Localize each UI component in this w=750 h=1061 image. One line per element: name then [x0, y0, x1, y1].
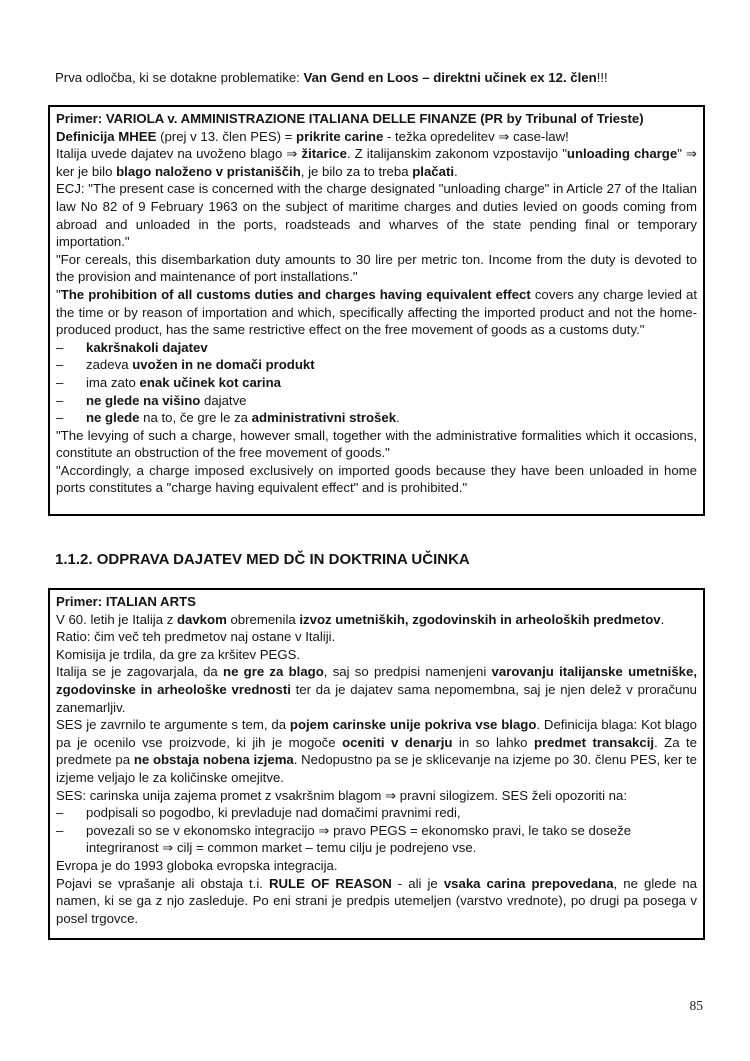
- paragraph: [56, 128, 697, 146]
- bold-text-run: vsaka carina prepovedana: [443, 875, 614, 891]
- text-run: - ali je: [391, 875, 444, 891]
- text-run: ECJ: "The present case is concerned with the charge designated "unloading charge" in Article 27 of the Italian law No 82 of 9 February 1963 on the subject of maritime charges and duties levied on goods coming from abroad and unloaded in the ports, roadsteads and wharves of the state pending final or temporary importation.": [56, 181, 697, 250]
- text-run: . Nedopustno pa se je sklicevanje na izjeme po 30. členu PES, ker te izjeme veljajo le za količinske omejitve.: [56, 752, 697, 785]
- list-item: [56, 374, 697, 392]
- bold-text-run: enak učinek kot carina: [139, 374, 281, 390]
- paragraph: [56, 145, 697, 180]
- paragraph: [56, 875, 697, 928]
- bold-text-run: žitarice: [301, 146, 347, 162]
- bold-text-run: ne glede: [86, 410, 140, 426]
- bold-text-run: pojem carinske unije pokriva vse blago: [289, 717, 537, 733]
- bold-text-run: oceniti v denarju: [342, 734, 453, 750]
- list-item: [56, 356, 697, 374]
- bold-text-run: ne glede na višino: [86, 392, 201, 408]
- dash-bullet: –: [56, 805, 64, 821]
- list-item: [56, 409, 697, 427]
- text-run: "Accordingly, a charge imposed exclusively on imported goods because they have been unloaded in home ports constitutes a "charge having equivalent effect" and is prohibited.": [56, 462, 697, 496]
- text-run: SES: carinska unija zajema promet z vsakršnim blagom ⇒ pravni silogizem. SES želi opozoriti na:: [56, 787, 628, 803]
- text-run: . Definicija blaga: Kot blago pa je ocenilo vse proizvode, ki jih je mogoče: [56, 717, 697, 750]
- text-run: , saj so predpisi namenjeni: [323, 664, 492, 680]
- text-run: ": [56, 286, 61, 302]
- text-run: " ⇒ ker je bilo: [56, 146, 697, 179]
- section-heading: 1.1.2. ODPRAVA DAJATEV MED DČ IN DOKTRINA UČINKA: [55, 551, 470, 568]
- text-run: "The levying of such a charge, however small, together with the administrative formalities which it occasions, constitute an obstruction of the free movement of goods.": [56, 427, 697, 461]
- bold-text-run: kakršnakoli dajatev: [86, 339, 208, 355]
- text-run: na to, če gre le za: [139, 410, 252, 426]
- dash-bullet: –: [56, 410, 64, 426]
- text-run: covers any charge levied at the time or by reason of importation and which, specifically affecting the imported product and not the home-produced product, has the same restrictive effect on the free movement of goods as a customs duty.": [56, 286, 697, 338]
- bold-text-run: administrativni strošek: [251, 410, 397, 426]
- bold-text-run: davkom: [176, 611, 227, 627]
- bold-text-run: prikrite carine: [296, 128, 384, 144]
- paragraph: [56, 663, 697, 716]
- paragraph: [56, 716, 697, 786]
- intro-line: [55, 69, 703, 87]
- list-item: [56, 804, 697, 822]
- paragraph: [56, 427, 697, 462]
- dash-bullet: –: [56, 357, 64, 373]
- bold-text-run: Primer: ITALIAN ARTS: [56, 594, 196, 609]
- list-item-text: [86, 374, 697, 392]
- case-box-variola-content: [56, 110, 697, 497]
- paragraph: [56, 251, 697, 286]
- text-run: .: [396, 410, 400, 426]
- text-run: zadeva: [86, 357, 133, 373]
- text-run: Komisija je trdila, da gre za kršitev PEGS.: [56, 646, 301, 662]
- text-run: . Za te predmete pa: [56, 734, 697, 768]
- page-number: 85: [689, 998, 703, 1013]
- paragraph: [56, 110, 697, 128]
- text-run: ter da je dajatev sama nepomembna, saj je njen delež v proračunu zanemarljiv.: [56, 681, 697, 715]
- text-run: obremenila: [226, 611, 300, 627]
- dash-bullet: –: [56, 392, 64, 408]
- text-run: (prej v 13. člen PES) =: [156, 128, 297, 144]
- list-item-text: [86, 339, 697, 357]
- text-run: Italija uvede dajatev na uvoženo blago ⇒: [56, 146, 302, 162]
- bold-text-run: izvoz umetniških, zgodovinskih in arheoloških predmetov: [299, 611, 661, 627]
- bold-text-run: ne gre za blago: [223, 664, 324, 680]
- paragraph: [56, 462, 697, 497]
- text-run: , ne glede na namen, ki se ga z njo zasleduje. Po eni strani je predpis utemeljen (varstvo vrednote), po drugi pa posega v posel trgovce.: [56, 875, 697, 926]
- bold-text-run: plačati: [412, 163, 454, 179]
- case-box-variola: [48, 105, 705, 516]
- text-run: SES je zavrnilo te argumente s tem, da: [56, 717, 290, 733]
- text-run: Italija se je zagovarjala, da: [56, 664, 224, 680]
- text-run: Evropa je do 1993 globoka evropska integracija.: [56, 857, 338, 873]
- text-run: , je bilo za to treba: [300, 163, 413, 179]
- bold-text-run: RULE OF REASON: [269, 875, 392, 891]
- bold-text-run: varovanju italijanske umetniške, zgodovinske in arheološke vrednosti: [56, 664, 698, 697]
- bold-text-run: unloading charge: [566, 146, 678, 162]
- paragraph: [56, 611, 697, 629]
- dash-bullet: –: [56, 339, 64, 355]
- bold-text-run: blago naloženo v pristaniščih: [116, 163, 301, 179]
- paragraph: [56, 646, 697, 664]
- text-run: povezali so se v ekonomsko integracijo ⇒ pravo PEGS = ekonomsko pravi, le tako se doseže integriranost ⇒ cilj = common market – temu cilju je podrejeno vse.: [86, 822, 632, 856]
- text-run: ima zato: [86, 374, 140, 390]
- text-run: Pojavi se vprašanje ali obstaja t.i.: [56, 875, 269, 891]
- text-run: dajatve: [200, 392, 247, 408]
- paragraph: [56, 180, 697, 250]
- bold-text-run: Van Gend en Loos – direktni učinek ex 12. člen: [303, 70, 597, 85]
- bold-text-run: ne obstaja nobena izjema: [133, 752, 294, 768]
- list-item: [56, 822, 697, 857]
- paragraph: [56, 286, 697, 339]
- text-run: Ratio: čim več teh predmetov naj ostane v Italiji.: [56, 629, 336, 645]
- paragraph: [56, 628, 697, 646]
- dash-bullet: –: [56, 822, 64, 838]
- text-run: - težka opredelitev ⇒ case-law!: [383, 128, 569, 144]
- text-run: .: [660, 611, 665, 627]
- dash-bullet: –: [56, 374, 64, 390]
- text-run: .: [454, 163, 458, 179]
- bold-text-run: predmet transakcij: [533, 734, 655, 750]
- text-run: V 60. letih je Italija z: [56, 611, 177, 627]
- list-item: [56, 392, 697, 410]
- text-run: in so lahko: [452, 734, 534, 750]
- bold-text-run: uvožen in ne domači produkt: [132, 357, 315, 373]
- case-box-italian-arts-content: [56, 593, 697, 927]
- text-run: podpisali so pogodbo, ki prevladuje nad domačimi pravnimi redi,: [86, 805, 461, 821]
- list-item-text: [86, 409, 697, 427]
- list-item-text: [86, 392, 697, 410]
- list-item: [56, 339, 697, 357]
- paragraph: [56, 593, 697, 611]
- text-run: . Z italijanskim zakonom vzpostavijo ": [346, 146, 567, 162]
- bold-text-run: Definicija MHEE: [56, 128, 157, 144]
- list-item-text: [86, 804, 697, 822]
- bold-text-run: The prohibition of all customs duties and charges having equivalent effect: [60, 286, 531, 302]
- bold-text-run: Primer: VARIOLA v. AMMINISTRAZIONE ITALIANA DELLE FINANZE (PR by Tribunal of Trieste): [56, 111, 644, 126]
- paragraph: [56, 787, 697, 805]
- text-run: "For cereals, this disembarkation duty amounts to 30 lire per metric ton. Income from the duty is devoted to the provision and maintenance of port installations.": [56, 251, 697, 285]
- text-run: Prva odločba, ki se dotakne problematike:: [55, 70, 304, 85]
- paragraph: [56, 857, 697, 875]
- list-item-text: [86, 356, 697, 374]
- text-run: !!!: [596, 70, 608, 85]
- list-item-text: [86, 822, 697, 857]
- case-box-italian-arts: [48, 588, 705, 940]
